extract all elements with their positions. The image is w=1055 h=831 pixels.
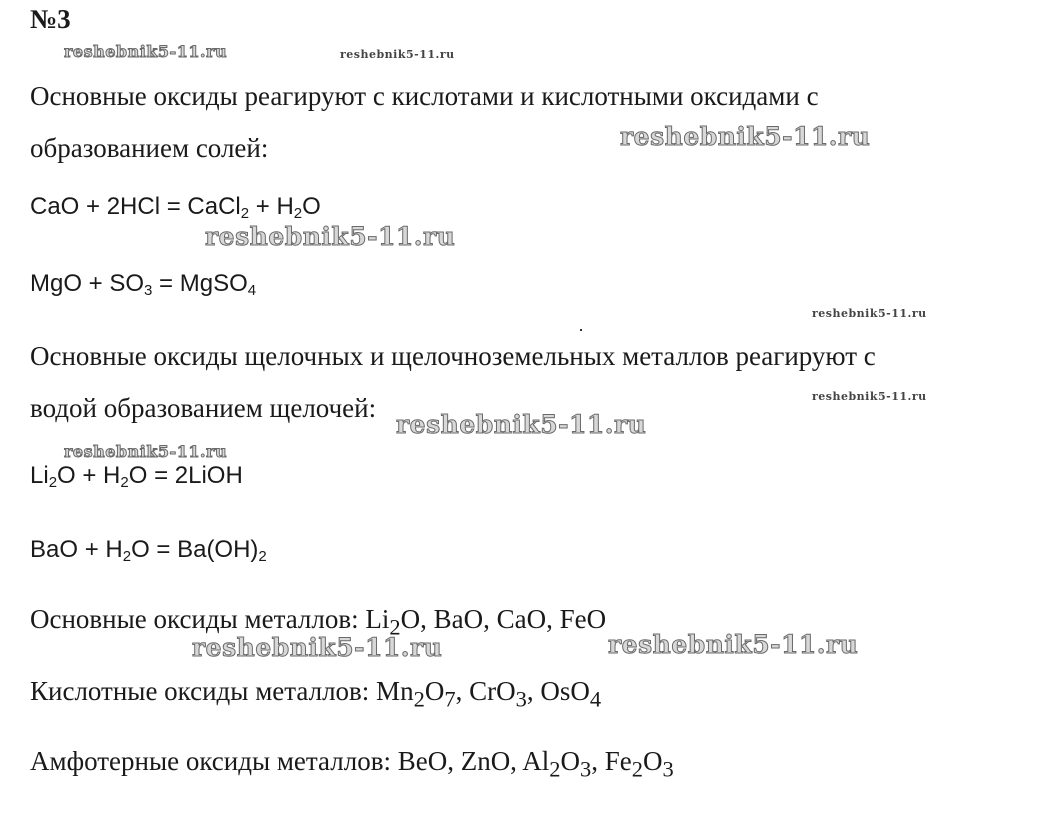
- subscript: 2: [389, 614, 401, 640]
- watermark: reshebnik5-11.ru: [64, 42, 228, 61]
- text-run: Кислотные оксиды металлов: Mn: [30, 676, 414, 706]
- problem-number: №3: [30, 4, 71, 34]
- watermark: reshebnik5-11.ru: [340, 48, 455, 61]
- paragraph-basic-oxides-line2: образованием солей:: [30, 133, 269, 163]
- paragraph-alkali-oxides-line2: водой образованием щелочей:: [30, 393, 377, 423]
- basic-oxides-list: [30, 604, 606, 640]
- equation-bao-h2o: [30, 536, 267, 564]
- watermark: reshebnik5-11.ru: [812, 390, 927, 403]
- subscript: 3: [662, 756, 674, 782]
- subscript: 2: [413, 686, 425, 712]
- subscript: 2: [258, 548, 267, 565]
- watermark: reshebnik5-11.ru: [608, 630, 859, 659]
- text-run: + H: [249, 193, 294, 220]
- watermark: reshebnik5-11.ru: [812, 307, 927, 320]
- amphoteric-oxides-list: [30, 746, 674, 782]
- paragraph-basic-oxides-line1: Основные оксиды реагируют с кислотами и кислотными оксидами с: [30, 81, 819, 111]
- subscript: 2: [293, 205, 303, 222]
- subscript: 7: [444, 686, 456, 712]
- subscript: 3: [144, 282, 153, 299]
- subscript: 3: [515, 686, 527, 712]
- text-run: O, BaO, CaO, FeO: [400, 604, 607, 634]
- subscript: 2: [120, 474, 129, 491]
- equation-mgo-so3: [30, 270, 256, 298]
- stray-dot: [580, 329, 582, 331]
- watermark: reshebnik5-11.ru: [64, 442, 228, 461]
- text-run: CaO + 2HCl = CaCl: [30, 193, 241, 220]
- text-run: BaO + H: [30, 536, 123, 563]
- text-run: Li: [30, 462, 49, 489]
- watermark: reshebnik5-11.ru: [192, 633, 443, 662]
- text-run: Амфотерные оксиды металлов: BeO, ZnO, Al: [30, 746, 550, 776]
- watermark: reshebnik5-11.ru: [205, 222, 456, 251]
- text-run: Основные оксиды металлов: Li: [30, 604, 390, 634]
- text-run: O = 2LiOH: [128, 462, 243, 489]
- equation-li2o-h2o: [30, 462, 243, 490]
- subscript: 2: [240, 205, 250, 222]
- subscript: 2: [631, 756, 643, 782]
- text-run: O + H: [57, 462, 121, 489]
- subscript: 4: [589, 686, 602, 712]
- text-run: MgO + SO: [30, 270, 145, 297]
- text-run: O = Ba(OH): [131, 536, 259, 563]
- equation-cao-hcl: [30, 193, 321, 221]
- subscript: 4: [247, 282, 257, 299]
- text-run: = MgSO: [152, 270, 248, 297]
- subscript: 2: [549, 756, 561, 782]
- subscript: 2: [48, 474, 58, 491]
- text-run: O: [560, 746, 580, 776]
- text-run: O: [424, 676, 445, 706]
- text-run: , CrO: [455, 676, 516, 706]
- subscript: 3: [579, 756, 592, 782]
- watermark: reshebnik5-11.ru: [620, 122, 871, 151]
- acidic-oxides-list: [30, 676, 601, 712]
- watermark: reshebnik5-11.ru: [396, 410, 647, 439]
- text-run: , Fe: [591, 746, 632, 776]
- subscript: 2: [122, 548, 132, 565]
- text-run: , OsO: [526, 676, 590, 706]
- text-run: O: [302, 193, 321, 220]
- text-run: O: [642, 746, 663, 776]
- paragraph-alkali-oxides-line1: Основные оксиды щелочных и щелочноземельных металлов реагируют с: [30, 341, 876, 371]
